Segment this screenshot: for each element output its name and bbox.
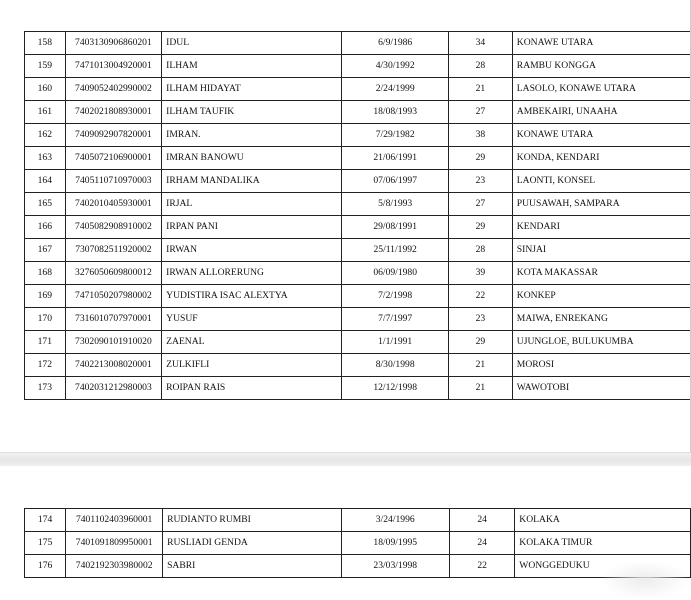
address-cell: LASOLO, KONAWE UTARA xyxy=(512,78,690,101)
table-row xyxy=(25,285,691,308)
row-number: 164 xyxy=(25,170,66,193)
nik-cell: 7307082511920002 xyxy=(65,239,162,262)
name-cell: IRJAL xyxy=(162,193,342,216)
table-row xyxy=(25,78,691,101)
birth-date-cell: 06/09/1980 xyxy=(342,262,449,285)
birth-date-cell: 25/11/1992 xyxy=(342,239,449,262)
nik-cell: 7316010707970001 xyxy=(65,308,162,331)
row-number: 169 xyxy=(25,285,66,308)
name-cell: YUDISTIRA ISAC ALEXTYA xyxy=(162,285,342,308)
nik-cell: 7402031212980003 xyxy=(65,377,162,400)
row-number: 166 xyxy=(25,216,66,239)
name-cell: RUDIANTO RUMBI xyxy=(163,509,341,532)
address-cell: KONAWE UTARA xyxy=(512,32,690,55)
table-body xyxy=(25,509,691,578)
row-number: 158 xyxy=(25,32,66,55)
name-cell: YUSUF xyxy=(162,308,342,331)
table-row xyxy=(25,555,691,578)
nik-cell: 7403130906860201 xyxy=(65,32,162,55)
address-cell: MOROSI xyxy=(512,354,690,377)
row-number: 174 xyxy=(25,509,66,532)
nik-cell: 7302090101910020 xyxy=(65,331,162,354)
address-cell: LAONTI, KONSEL xyxy=(512,170,690,193)
data-table-page-1 xyxy=(24,31,691,400)
nik-cell: 7405072106900001 xyxy=(65,147,162,170)
row-number: 172 xyxy=(25,354,66,377)
birth-date-cell: 8/30/1998 xyxy=(342,354,449,377)
age-cell: 29 xyxy=(448,216,512,239)
row-number: 175 xyxy=(25,532,66,555)
row-number: 161 xyxy=(25,101,66,124)
age-cell: 39 xyxy=(448,262,512,285)
row-number: 170 xyxy=(25,308,66,331)
table-row xyxy=(25,55,691,78)
table-row xyxy=(25,509,691,532)
table-row xyxy=(25,170,691,193)
address-cell: KENDARI xyxy=(512,216,690,239)
data-table-page-2 xyxy=(24,508,691,578)
age-cell: 29 xyxy=(448,331,512,354)
age-cell: 23 xyxy=(448,170,512,193)
nik-cell: 7402021808930001 xyxy=(65,101,162,124)
table-body xyxy=(25,32,691,400)
table-row xyxy=(25,262,691,285)
row-number: 176 xyxy=(25,555,66,578)
nik-cell: 7471050207980002 xyxy=(65,285,162,308)
table-row xyxy=(25,32,691,55)
row-number: 159 xyxy=(25,55,66,78)
birth-date-cell: 29/08/1991 xyxy=(342,216,449,239)
name-cell: ILHAM TAUFIK xyxy=(162,101,342,124)
age-cell: 27 xyxy=(448,101,512,124)
age-cell: 29 xyxy=(448,147,512,170)
name-cell: IRWAN ALLORERUNG xyxy=(162,262,342,285)
address-cell: KONKEP xyxy=(512,285,690,308)
address-cell: UJUNGLOE, BULUKUMBA xyxy=(512,331,690,354)
glare-artifact xyxy=(600,560,690,600)
age-cell: 21 xyxy=(448,377,512,400)
row-number: 165 xyxy=(25,193,66,216)
nik-cell: 7402192303980002 xyxy=(66,555,163,578)
birth-date-cell: 21/06/1991 xyxy=(342,147,449,170)
table-row xyxy=(25,193,691,216)
nik-cell: 7409052402990002 xyxy=(65,78,162,101)
row-number: 168 xyxy=(25,262,66,285)
name-cell: IMRAN. xyxy=(162,124,342,147)
birth-date-cell: 3/24/1996 xyxy=(341,509,449,532)
address-cell: KOLAKA xyxy=(515,509,691,532)
age-cell: 34 xyxy=(448,32,512,55)
address-cell: KOTA MAKASSAR xyxy=(512,262,690,285)
birth-date-cell: 7/29/1982 xyxy=(342,124,449,147)
address-cell: KOLAKA TIMUR xyxy=(515,532,691,555)
birth-date-cell: 4/30/1992 xyxy=(342,55,449,78)
name-cell: IRPAN PANI xyxy=(162,216,342,239)
age-cell: 22 xyxy=(448,285,512,308)
address-cell: RAMBU KONGGA xyxy=(512,55,690,78)
nik-cell: 7471013004920001 xyxy=(65,55,162,78)
table-row xyxy=(25,532,691,555)
age-cell: 22 xyxy=(449,555,514,578)
age-cell: 21 xyxy=(448,78,512,101)
age-cell: 28 xyxy=(448,55,512,78)
nik-cell: 7401091809950001 xyxy=(66,532,163,555)
name-cell: IRHAM MANDALIKA xyxy=(162,170,342,193)
table-row xyxy=(25,216,691,239)
name-cell: ZAENAL xyxy=(162,331,342,354)
birth-date-cell: 18/08/1993 xyxy=(342,101,449,124)
nik-cell: 7402010405930001 xyxy=(65,193,162,216)
table-row xyxy=(25,308,691,331)
row-number: 167 xyxy=(25,239,66,262)
birth-date-cell: 23/03/1998 xyxy=(341,555,449,578)
name-cell: IRWAN xyxy=(162,239,342,262)
nik-cell: 7409092907820001 xyxy=(65,124,162,147)
name-cell: IDUL xyxy=(162,32,342,55)
table-row xyxy=(25,354,691,377)
birth-date-cell: 12/12/1998 xyxy=(342,377,449,400)
birth-date-cell: 5/8/1993 xyxy=(342,193,449,216)
age-cell: 27 xyxy=(448,193,512,216)
age-cell: 38 xyxy=(448,124,512,147)
address-cell: PUUSAWAH, SAMPARA xyxy=(512,193,690,216)
nik-cell: 7401102403960001 xyxy=(66,509,163,532)
table-row xyxy=(25,377,691,400)
birth-date-cell: 18/09/1995 xyxy=(341,532,449,555)
address-cell: KONDA, KENDARI xyxy=(512,147,690,170)
name-cell: ZULKIFLI xyxy=(162,354,342,377)
name-cell: SABRI xyxy=(163,555,341,578)
address-cell: MAIWA, ENREKANG xyxy=(512,308,690,331)
table-row xyxy=(25,101,691,124)
age-cell: 21 xyxy=(448,354,512,377)
nik-cell: 7405110710970003 xyxy=(65,170,162,193)
row-number: 171 xyxy=(25,331,66,354)
table-row xyxy=(25,239,691,262)
age-cell: 24 xyxy=(449,509,514,532)
nik-cell: 7405082908910002 xyxy=(65,216,162,239)
table-row xyxy=(25,331,691,354)
age-cell: 24 xyxy=(449,532,514,555)
birth-date-cell: 07/06/1997 xyxy=(342,170,449,193)
address-cell: WAWOTOBI xyxy=(512,377,690,400)
birth-date-cell: 1/1/1991 xyxy=(342,331,449,354)
row-number: 162 xyxy=(25,124,66,147)
address-cell: WONGGEDUKU xyxy=(515,555,691,578)
birth-date-cell: 7/2/1998 xyxy=(342,285,449,308)
name-cell: ROIPAN RAIS xyxy=(162,377,342,400)
name-cell: IMRAN BANOWU xyxy=(162,147,342,170)
address-cell: SINJAI xyxy=(512,239,690,262)
birth-date-cell: 6/9/1986 xyxy=(342,32,449,55)
row-number: 163 xyxy=(25,147,66,170)
address-cell: KONAWE UTARA xyxy=(512,124,690,147)
nik-cell: 7402213008020001 xyxy=(65,354,162,377)
age-cell: 28 xyxy=(448,239,512,262)
address-cell: AMBEKAIRI, UNAAHA xyxy=(512,101,690,124)
nik-cell: 3276050609800012 xyxy=(65,262,162,285)
age-cell: 23 xyxy=(448,308,512,331)
birth-date-cell: 2/24/1999 xyxy=(342,78,449,101)
table-row xyxy=(25,147,691,170)
birth-date-cell: 7/7/1997 xyxy=(342,308,449,331)
row-number: 173 xyxy=(25,377,66,400)
row-number: 160 xyxy=(25,78,66,101)
name-cell: ILHAM HIDAYAT xyxy=(162,78,342,101)
name-cell: ILHAM xyxy=(162,55,342,78)
name-cell: RUSLIADI GENDA xyxy=(163,532,341,555)
table-row xyxy=(25,124,691,147)
